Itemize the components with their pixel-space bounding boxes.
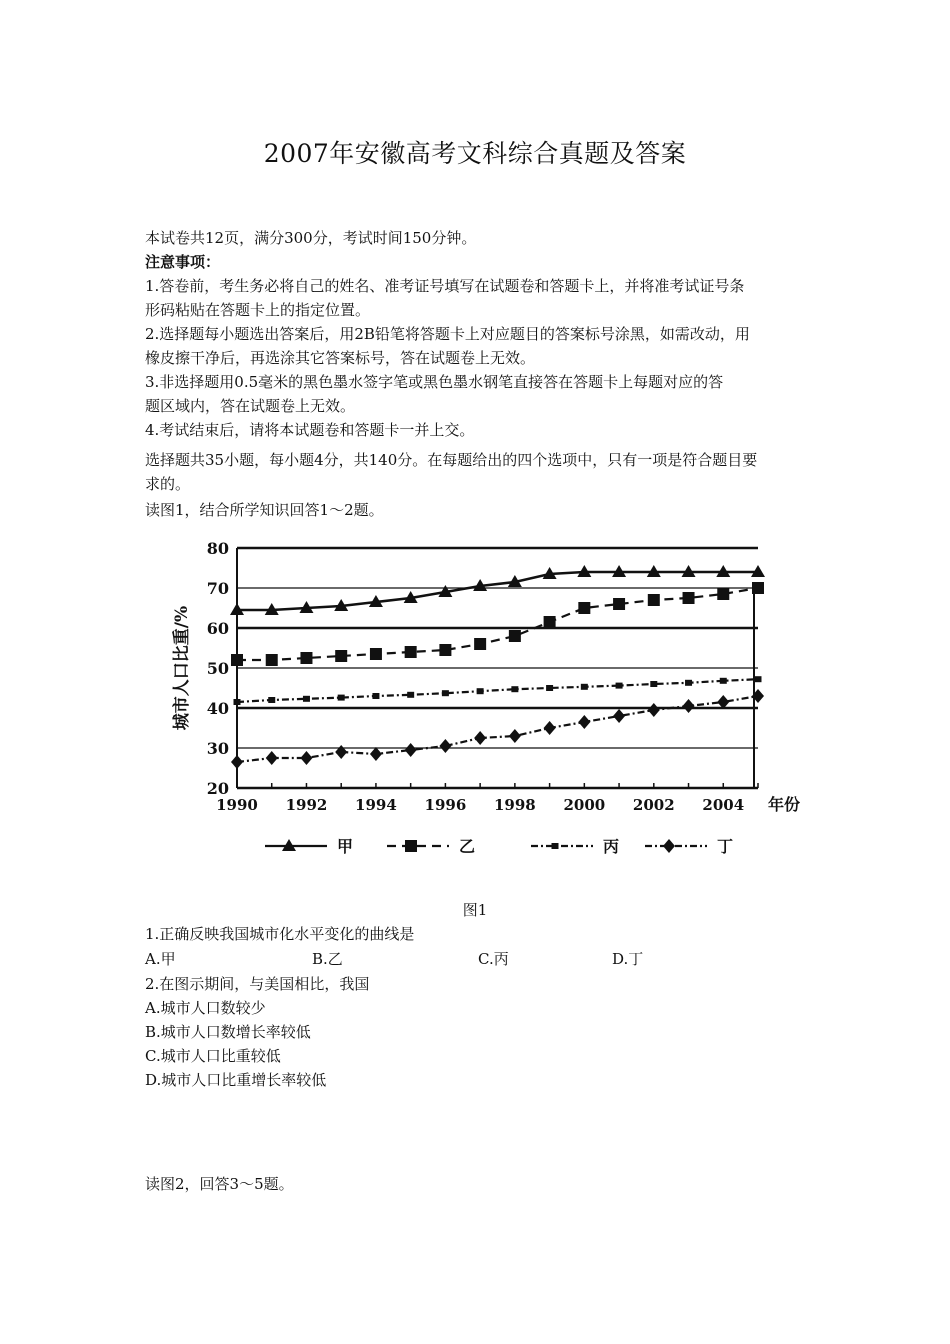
x-tick-label: 1998 bbox=[493, 796, 536, 814]
square-marker bbox=[439, 644, 451, 656]
x-tick-label: 1994 bbox=[355, 796, 397, 814]
q2-option-b: B.城市人口数增长率较低 bbox=[145, 1023, 311, 1041]
note-line: 橡皮擦干净后，再选涂其它答案标号，答在试题卷上无效。 bbox=[145, 349, 536, 367]
y-tick-label: 80 bbox=[206, 539, 229, 558]
square-marker bbox=[300, 652, 312, 664]
note-line: 求的。 bbox=[145, 475, 191, 493]
small-square-marker bbox=[720, 678, 727, 684]
series-line-1 bbox=[237, 588, 758, 660]
exam-intro: 本试卷共12页，满分300分，考试时间150分钟。 bbox=[145, 229, 477, 247]
square-marker bbox=[335, 650, 347, 662]
small-square-marker bbox=[303, 696, 310, 702]
legend-label: 丁 bbox=[717, 837, 734, 856]
square-marker bbox=[752, 582, 764, 594]
q1-option-b: B.乙 bbox=[312, 950, 343, 968]
square-marker bbox=[578, 602, 590, 614]
x-tick-label: 2000 bbox=[563, 796, 606, 814]
diamond-marker bbox=[266, 751, 278, 765]
square-marker bbox=[474, 638, 486, 650]
q2-option-c: C.城市人口比重较低 bbox=[145, 1047, 281, 1065]
small-square-marker bbox=[581, 684, 588, 690]
diamond-marker bbox=[578, 715, 590, 729]
x-tick-label: 2002 bbox=[632, 796, 675, 814]
q2-option-a: A.城市人口数较少 bbox=[145, 999, 266, 1017]
square-marker bbox=[405, 646, 417, 658]
small-square-marker bbox=[755, 676, 762, 682]
note-line: 2.选择题每小题选出答案后，用2B铅笔将答题卡上对应题目的答案标号涂黑，如需改动，用 bbox=[145, 325, 750, 343]
diamond-marker bbox=[405, 743, 417, 757]
diamond-marker bbox=[648, 703, 660, 717]
x-axis-label: 年份 bbox=[768, 795, 801, 814]
small-square-marker bbox=[546, 685, 553, 691]
small-square-marker bbox=[372, 693, 379, 699]
legend-label: 乙 bbox=[459, 837, 476, 856]
diamond-marker bbox=[683, 699, 695, 713]
urbanization-line-chart bbox=[165, 530, 805, 870]
square-marker bbox=[613, 598, 625, 610]
note-line: 形码粘贴在答题卡上的指定位置。 bbox=[145, 301, 371, 319]
figure-1-caption: 图1 bbox=[462, 901, 488, 919]
diamond-marker bbox=[544, 721, 556, 735]
diamond-marker bbox=[370, 747, 382, 761]
small-square-marker bbox=[552, 843, 559, 849]
diamond-marker bbox=[613, 709, 625, 723]
small-square-marker bbox=[650, 681, 657, 687]
small-square-marker bbox=[685, 680, 692, 686]
small-square-marker bbox=[268, 697, 275, 703]
y-tick-label: 20 bbox=[206, 779, 229, 798]
square-marker bbox=[544, 616, 556, 628]
square-marker bbox=[266, 654, 278, 666]
small-square-marker bbox=[616, 683, 623, 689]
diamond-marker bbox=[474, 731, 486, 745]
page-title: 2007年安徽高考文科综合真题及答案 bbox=[263, 139, 687, 168]
read-figure-2: 读图2，回答3～5题。 bbox=[145, 1175, 294, 1193]
note-line: 选择题共35小题，每小题4分，共140分。在每题给出的四个选项中，只有一项是符合题目要 bbox=[145, 451, 758, 469]
note-line: 题区域内，答在试题卷上无效。 bbox=[145, 397, 356, 415]
series-line-0 bbox=[237, 572, 758, 610]
x-tick-label: 1992 bbox=[285, 796, 328, 814]
small-square-marker bbox=[338, 695, 345, 701]
q2-option-d: D.城市人口比重增长率较低 bbox=[145, 1071, 327, 1089]
diamond-marker bbox=[663, 839, 675, 853]
question-2-stem: 2.在图示期间，与美国相比，我国 bbox=[145, 975, 370, 993]
diamond-marker bbox=[231, 755, 243, 769]
note-line: 1.答卷前，考生务必将自己的姓名、准考证号填写在试题卷和答题卡上，并将准考试证号条 bbox=[145, 277, 745, 295]
small-square-marker bbox=[407, 692, 414, 698]
square-marker bbox=[231, 654, 243, 666]
y-tick-label: 60 bbox=[206, 619, 229, 638]
small-square-marker bbox=[511, 686, 518, 692]
square-marker bbox=[683, 592, 695, 604]
diamond-marker bbox=[439, 739, 451, 753]
small-square-marker bbox=[442, 690, 449, 696]
x-tick-label: 1996 bbox=[424, 796, 467, 814]
y-tick-label: 50 bbox=[206, 659, 229, 678]
q1-option-d: D.丁 bbox=[612, 950, 644, 968]
note-line: 3.非选择题用0.5毫米的黑色墨水签字笔或黑色墨水钢笔直接答在答题卡上每题对应的答 bbox=[145, 373, 724, 391]
question-1-stem: 1.正确反映我国城市化水平变化的曲线是 bbox=[145, 925, 415, 943]
square-marker bbox=[717, 588, 729, 600]
x-tick-label: 1990 bbox=[216, 796, 258, 814]
y-axis-label: 城市人口比重/% bbox=[172, 605, 192, 731]
square-marker bbox=[405, 840, 417, 852]
square-marker bbox=[648, 594, 660, 606]
square-marker bbox=[509, 630, 521, 642]
diamond-marker bbox=[300, 751, 312, 765]
legend-label: 甲 bbox=[337, 837, 354, 856]
square-marker bbox=[370, 648, 382, 660]
notice-heading: 注意事项： bbox=[145, 253, 221, 271]
diamond-marker bbox=[335, 745, 347, 759]
q1-option-c: C.丙 bbox=[478, 950, 509, 968]
y-tick-label: 30 bbox=[206, 739, 229, 758]
series-line-3 bbox=[237, 696, 758, 762]
x-tick-label: 2004 bbox=[702, 796, 745, 814]
y-tick-label: 40 bbox=[206, 699, 229, 718]
q1-option-a: A.甲 bbox=[145, 950, 176, 968]
small-square-marker bbox=[477, 688, 484, 694]
y-tick-label: 70 bbox=[206, 579, 229, 598]
legend-label: 丙 bbox=[603, 837, 620, 856]
diamond-marker bbox=[509, 729, 521, 743]
small-square-marker bbox=[234, 699, 241, 705]
read-figure-1: 读图1，结合所学知识回答1～2题。 bbox=[145, 501, 384, 519]
series-line-2 bbox=[237, 679, 758, 702]
note-line: 4.考试结束后，请将本试题卷和答题卡一并上交。 bbox=[145, 421, 475, 439]
